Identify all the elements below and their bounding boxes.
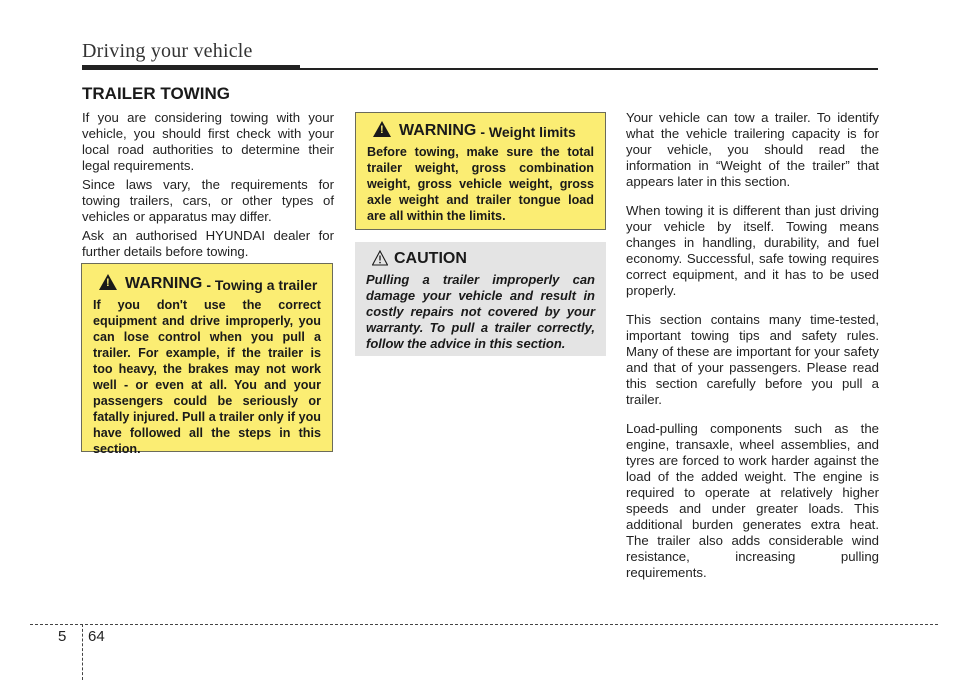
warning-text: If you don't use the correct equipment and drive improperly, you can lose control when you pull a trailer. For example, if the trailer is too heavy, the brakes may not work well - or even at all. You and your passengers could be seriously or fatally injured. Pull a trailer only if you have followed all the steps in this section.: [93, 298, 321, 456]
paragraph: Since laws vary, the requirements for towing trailers, cars, or other types of vehicles or apparatus may differ.: [82, 177, 334, 224]
warning-label: WARNING: [125, 275, 203, 292]
warning-triangle-icon: [99, 274, 117, 290]
column-left: [82, 110, 334, 260]
chapter-number: 5: [58, 628, 67, 645]
warning-box-weight: [355, 112, 606, 230]
warning-subtitle: - Towing a trailer: [206, 277, 318, 293]
footer-page-separator: [82, 624, 83, 680]
warning-subtitle: - Weight limits: [480, 124, 576, 140]
paragraph: Your vehicle can tow a trailer. To identify what the vehicle trailering capacity is for your vehicle, you should read the information in “Weight of the trailer” that appears later in this section.: [626, 110, 879, 189]
caution-box: [355, 242, 606, 356]
warning-label: WARNING: [399, 122, 477, 139]
caution-label: CAUTION: [394, 250, 467, 267]
warning-header: [93, 274, 321, 293]
column-right: [626, 110, 879, 581]
footer-divider: [30, 624, 938, 625]
paragraph: Load-pulling components such as the engine, transaxle, wheel assemblies, and tyres are forced to work harder against the load of the added weight. The engine is required to operate at relatively higher speeds and under greater loads. This additional burden generates extra heat. The trailer also adds considerable wind resistance, increasing pulling requirements.: [626, 421, 879, 580]
warning-text: Before towing, make sure the total trailer weight, gross combination weight, gross vehicle weight, gross axle weight and trailer tongue load are all within the limits.: [367, 145, 594, 223]
paragraph: This section contains many time-tested, important towing tips and safety rules. Many of these are important for your safety and that of your passengers. Please read this section carefully before you pull a trailer.: [626, 312, 879, 407]
paragraph: Ask an authorised HYUNDAI dealer for further details before towing.: [82, 228, 334, 259]
caution-triangle-icon: [372, 250, 388, 266]
page-number: 64: [88, 628, 105, 645]
header-rule-thick: [82, 65, 300, 70]
warning-header: [367, 121, 594, 140]
section-title: TRAILER TOWING: [82, 84, 230, 103]
warning-triangle-icon: [373, 121, 391, 137]
caution-text: Pulling a trailer improperly can damage your vehicle and result in costly repairs not covered by your warranty. To pull a trailer correctly, follow the advice in this section.: [366, 272, 595, 351]
header-rule-thin: [300, 68, 878, 70]
caution-header: [366, 250, 595, 268]
paragraph: If you are considering towing with your vehicle, you should first check with your local road authorities to determine their legal requirements.: [82, 110, 334, 173]
paragraph: When towing it is different than just driving your vehicle by itself. Towing means changes in handling, durability, and fuel economy. Successful, safe towing requires correct equipment, and it has to be used properly.: [626, 203, 879, 298]
running-header-title: Driving your vehicle: [82, 40, 253, 62]
warning-box-towing: [81, 263, 333, 456]
